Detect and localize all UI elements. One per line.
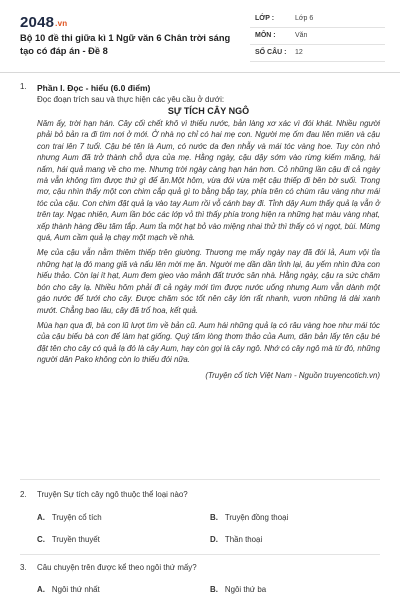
question-number: 1. [20,82,27,91]
meta-value: Lớp 6 [295,15,314,22]
option-letter: B. [210,513,218,522]
instruction: Đọc đoạn trích sau và thực hiện các yêu cầu ở dưới: [37,95,225,104]
answer-option-a[interactable] [37,513,102,522]
logo-suffix: .vn [55,18,68,28]
option-letter: B. [210,585,218,594]
story-paragraph: Năm ấy, trời hạn hán. Cây cối chết khô vì thiếu nước, bản làng xơ xác vì đói khát. Nhiều người phải bỏ bản ra đi tìm nơi ở mới. Ở nhà nọ chỉ có hai mẹ con. Người mẹ ốm đau liên miên và cậu con trai lên 7 tuổi. Cậu bé tên là Aum, có nước da đen nhẫy và mái tóc vàng hoe. Tuy còn nhỏ nhưng Aum đã trở thành chỗ dựa của mẹ. Hằng ngày, cậu dậy sớm vào rừng kiếm măng, hái nấm, hái quả mang về cho mẹ. Nhưng trời ngày càng hạn hán hơn. Cỏ những lần cậu đi cả ngày mà vẫn không tìm được thứ gì để ăn.Một hôm, vừa đói vừa mệt cậu thiếp đi bên bờ suối. Trong mơ, cậu nhìn thấy một con chim cắp quả gì to bằng bắp tay, phía trên có chùm râu vàng như mái tóc của cậu. Con chim đặt quả lạ vào tay Aum rồi vỗ cánh bay đi. Tỉnh dậy Aum thấy quả lạ vẫn ở trên tay. Ngạc nhiên, Aum lần bóc các lớp vỏ thì thấy phía trong hiện ra những hạt màu vàng nhạt, xếp thành hàng đều tăm tắp. Aum tỉa một hạt bỏ vào miệng nhai thử thì thấy có vị ngọt, bùi. Mừng quá, Aum cầm quả lạ chạy một mạch về nhà. [37,119,380,243]
option-text: Ngôi thứ nhất [51,585,100,594]
option-text: Truyện đồng thoại [224,513,289,522]
question-text: Truyện Sự tích cây ngô thuộc thể loại nào? [37,490,188,499]
option-letter: A. [37,585,45,594]
option-text: Truyện cổ tích [51,513,102,522]
meta-label: LỚP : [255,15,275,22]
meta-value: 12 [295,49,303,56]
question-body [37,82,380,381]
answer-option-b[interactable] [210,585,266,594]
divider [20,554,380,555]
site-logo[interactable] [20,14,67,31]
story-paragraph: Mẹ của cậu vẫn nằm thiêm thiếp trên giường. Thương mẹ mấy ngày nay đã đói lả, Aum vội tỉa những hạt lạ đó mang giã và nấu lên mời mẹ ăn. Người mẹ dần dần tỉnh lại, âu yếm nhìn đứa con hiếu thảo. Còn lại ít hạt, Aum đem gieo vào mảnh đất trước sân nhà. Hằng ngày, cậu ra sức chăm bón cho cây lạ. Nhiều hôm phải đi cả ngày mới tìm được nước uống nhưng Aum vẫn dành một gáo nước để tưới cho cây. Được chăm sóc tốt nên cây lớn rất nhanh, vươn những lá dài xanh mướt. Chẳng bao lâu, cây đã trổ hoa, kết quả. [37,248,380,315]
answer-option-d[interactable] [210,535,262,544]
meta-row-question-count [250,45,385,62]
question-text: Câu chuyện trên được kể theo ngôi thứ mấy? [37,563,197,572]
answer-option-b[interactable] [210,513,288,522]
option-letter: C. [37,535,45,544]
story-title: SỰ TÍCH CÂY NGÔ [167,106,250,116]
meta-row-grade [250,11,385,28]
question-number: 2. [20,490,27,499]
part-title: Phần I. Đọc - hiểu (6.0 điểm) [37,83,151,93]
page-header [0,0,400,73]
answer-option-a[interactable] [37,585,100,594]
option-letter: D. [210,535,218,544]
option-text: Thần thoại [224,535,263,544]
question-2 [20,490,380,550]
option-text: Ngôi thứ ba [224,585,267,594]
divider [20,479,380,480]
meta-row-subject [250,28,385,45]
meta-label: SỐ CÂU : [255,49,287,56]
meta-value: Văn [295,32,308,39]
logo-text: 2048 [20,14,55,31]
option-text: Truyền thuyết [51,535,100,544]
meta-label: MÔN : [255,32,276,39]
story-paragraph: Mùa hạn qua đi, bà con lũ lượt tìm về bản cũ. Aum hái những quả lạ có râu vàng hoe như mái tóc của cậu biếu bà con để làm hạt giống. Quý tấm lòng thơm thảo của Aum, dân bản lấy tên cậu bé đặt tên cho cây có quả lạ đó là cây Aum, hay còn gọi là cây ngô. Nhớ có cây ngô mà từ đó, những người dân Pako không còn lo thiếu đói nữa. [37,320,380,365]
document-meta [250,11,385,62]
question-number: 3. [20,563,27,572]
option-letter: A. [37,513,45,522]
answer-option-c[interactable] [37,535,100,544]
document-title: Bộ 10 đề thi giữa kì 1 Ngữ văn 6 Chân trời sáng tạo có đáp án - Đề 8 [20,33,231,56]
question-3 [20,563,380,598]
story-source: (Truyện cổ tích Việt Nam - Nguồn truyencotich.vn) [205,370,380,380]
